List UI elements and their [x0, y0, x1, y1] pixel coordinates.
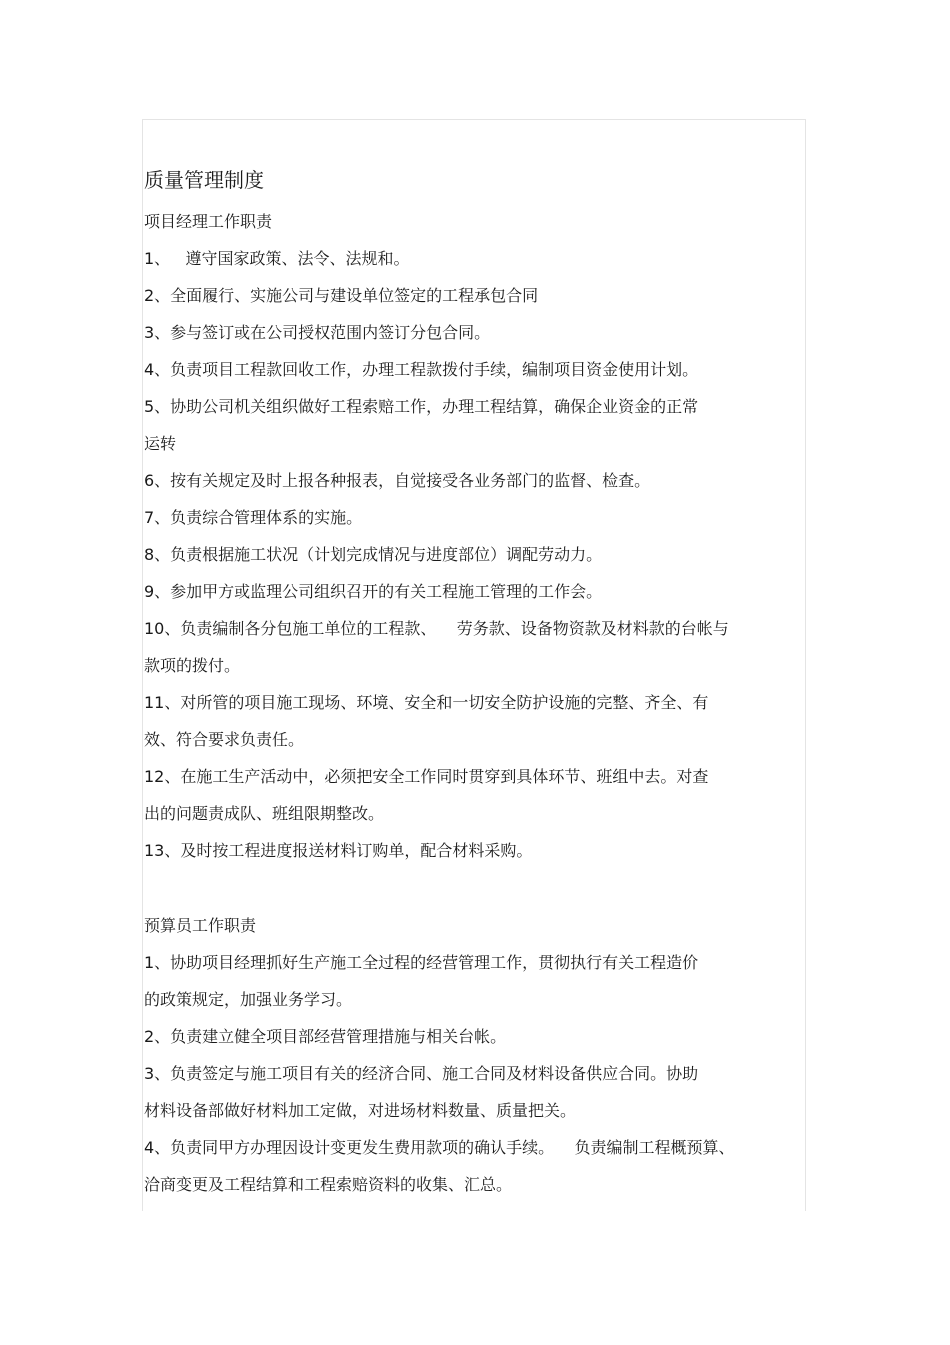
- list-item: 3、负责签定与施工项目有关的经济合同、施工合同及材料设备供应合同。协助: [144, 1064, 699, 1083]
- list-item: 10、负责编制各分包施工单位的工程款、 劳务款、设备物资款及材料款的台帐与: [144, 619, 729, 638]
- list-item: 2、负责建立健全项目部经营管理措施与相关台帐。: [144, 1027, 507, 1046]
- list-item: 1、 遵守国家政策、法令、法规和。: [144, 249, 410, 268]
- list-item-continuation: 效、符合要求负责任。: [144, 730, 305, 749]
- list-item: 7、负责综合管理体系的实施。: [144, 508, 363, 527]
- item-list: [144, 944, 799, 1203]
- list-item: 8、负责根据施工状况（计划完成情况与进度部位）调配劳动力。: [144, 545, 603, 564]
- list-item-continuation: 运转: [144, 434, 177, 453]
- item-list: [144, 240, 799, 869]
- list-item-continuation: 的政策规定，加强业务学习。: [144, 990, 353, 1009]
- list-item: 1、协助项目经理抓好生产施工全过程的经营管理工作，贯彻执行有关工程造价: [144, 953, 699, 972]
- list-item: 9、参加甲方或监理公司组织召开的有关工程施工管理的工作会。: [144, 582, 603, 601]
- list-item: 13、及时按工程进度报送材料订购单，配合材料采购。: [144, 841, 533, 860]
- section-spacer: [144, 869, 799, 907]
- list-item: 11、对所管的项目施工现场、环境、安全和一切安全防护设施的完整、齐全、有: [144, 693, 709, 712]
- list-item-continuation: 款项的拨付。: [144, 656, 241, 675]
- list-item: 5、协助公司机关组织做好工程索赔工作，办理工程结算，确保企业资金的正常: [144, 397, 699, 416]
- document-body: [144, 163, 799, 1203]
- list-item: 4、负责项目工程款回收工作，办理工程款拨付手续，编制项目资金使用计划。: [144, 360, 699, 379]
- document-title: 质量管理制度: [144, 168, 264, 192]
- section-heading: 预算员工作职责: [144, 916, 257, 935]
- section-budget-officer: [144, 907, 799, 1203]
- list-item-continuation: 洽商变更及工程结算和工程索赔资料的收集、汇总。: [144, 1175, 513, 1194]
- list-item: 12、在施工生产活动中，必须把安全工作同时贯穿到具体环节、班组中去。对查: [144, 767, 709, 786]
- section-heading: 项目经理工作职责: [144, 212, 273, 231]
- list-item: 4、负责同甲方办理因设计变更发生费用款项的确认手续。 负责编制工程概预算、: [144, 1138, 735, 1157]
- section-project-manager: [144, 203, 799, 869]
- list-item: 2、全面履行、实施公司与建设单位签定的工程承包合同: [144, 286, 539, 305]
- list-item-continuation: 出的问题责成队、班组限期整改。: [144, 804, 385, 823]
- list-item: 3、参与签订或在公司授权范围内签订分包合同。: [144, 323, 491, 342]
- list-item-continuation: 材料设备部做好材料加工定做，对进场材料数量、质量把关。: [144, 1101, 577, 1120]
- list-item: 6、按有关规定及时上报各种报表，自觉接受各业务部门的监督、检查。: [144, 471, 651, 490]
